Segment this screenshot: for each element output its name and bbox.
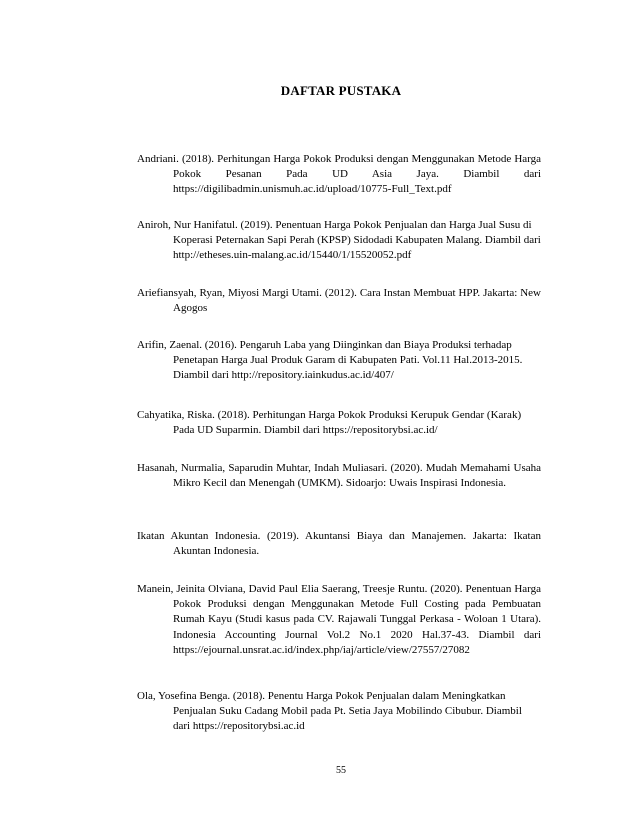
- reference-entry: Cahyatika, Riska. (2018). Perhitungan Harga Pokok Produksi Kerupuk Gendar (Karak) Pada UD Suparmin. Diambil dari https://repositorybsi.ac.id/: [137, 409, 522, 437]
- reference-entry: Ariefiansyah, Ryan, Miyosi Margi Utami. (2012). Cara Instan Membuat HPP. Jakarta: New Agogos: [137, 287, 541, 315]
- reference-entry: Hasanah, Nurmalia, Saparudin Muhtar, Indah Muliasari. (2020). Mudah Memahami Usaha Mikro Kecil dan Menengah (UMKM). Sidoarjo: Uwais Inspirasi Indonesia.: [137, 462, 541, 490]
- reference-entry: Ikatan Akuntan Indonesia. (2019). Akuntansi Biaya dan Manajemen. Jakarta: Ikatan Akuntan Indonesia.: [137, 530, 541, 558]
- reference-entry: Arifin, Zaenal. (2016). Pengaruh Laba yang Diinginkan dan Biaya Produksi terhadap Penetapan Harga Jual Produk Garam di Kabupaten Pati. Vol.11 Hal.2013-2015. Diambil dari http://repository.iainkudus.ac.id/407/: [137, 339, 523, 382]
- page-title: DAFTAR PUSTAKA: [280, 83, 402, 98]
- reference-entry: Andriani. (2018). Perhitungan Harga Pokok Produksi dengan Menggunakan Metode Harga Pokok Pesanan Pada UD Asia Jaya. Diambil dari https://digilibadmin.unismuh.ac.id/upload/10775-Full_Text.pdf: [137, 153, 541, 196]
- reference-entry: Aniroh, Nur Hanifatul. (2019). Penentuan Harga Pokok Penjualan dan Harga Jual Susu di Koperasi Peternakan Sapi Perah (KPSP) Sidodadi Kabupaten Malang. Diambil dari http://etheses.uin-malang.ac.id/15440/1/15520052.pdf: [137, 219, 541, 262]
- reference-entry: Ola, Yosefina Benga. (2018). Penentu Harga Pokok Penjualan dalam Meningkatkan Penjualan Suku Cadang Mobil pada Pt. Setia Jaya Mobilindo Cibubur. Diambil dari https://repositorybsi.ac.id: [137, 690, 522, 733]
- reference-entry: Manein, Jeinita Olviana, David Paul Elia Saerang, Treesje Runtu. (2020). Penentuan Harga Pokok Produksi dengan Menggunakan Metode Full Costing pada Pembuatan Rumah Kayu (Studi kasus pada CV. Rajawali Tunggal Perkasa - Woloan 1 Utara). Indonesia Accounting Journal Vol.2 No.1 2020 Hal.37-43. Diambil dari https://ejournal.unsrat.ac.id/index.php/iaj/article/view/27557/27082: [137, 583, 541, 656]
- page-number: 55: [336, 765, 346, 776]
